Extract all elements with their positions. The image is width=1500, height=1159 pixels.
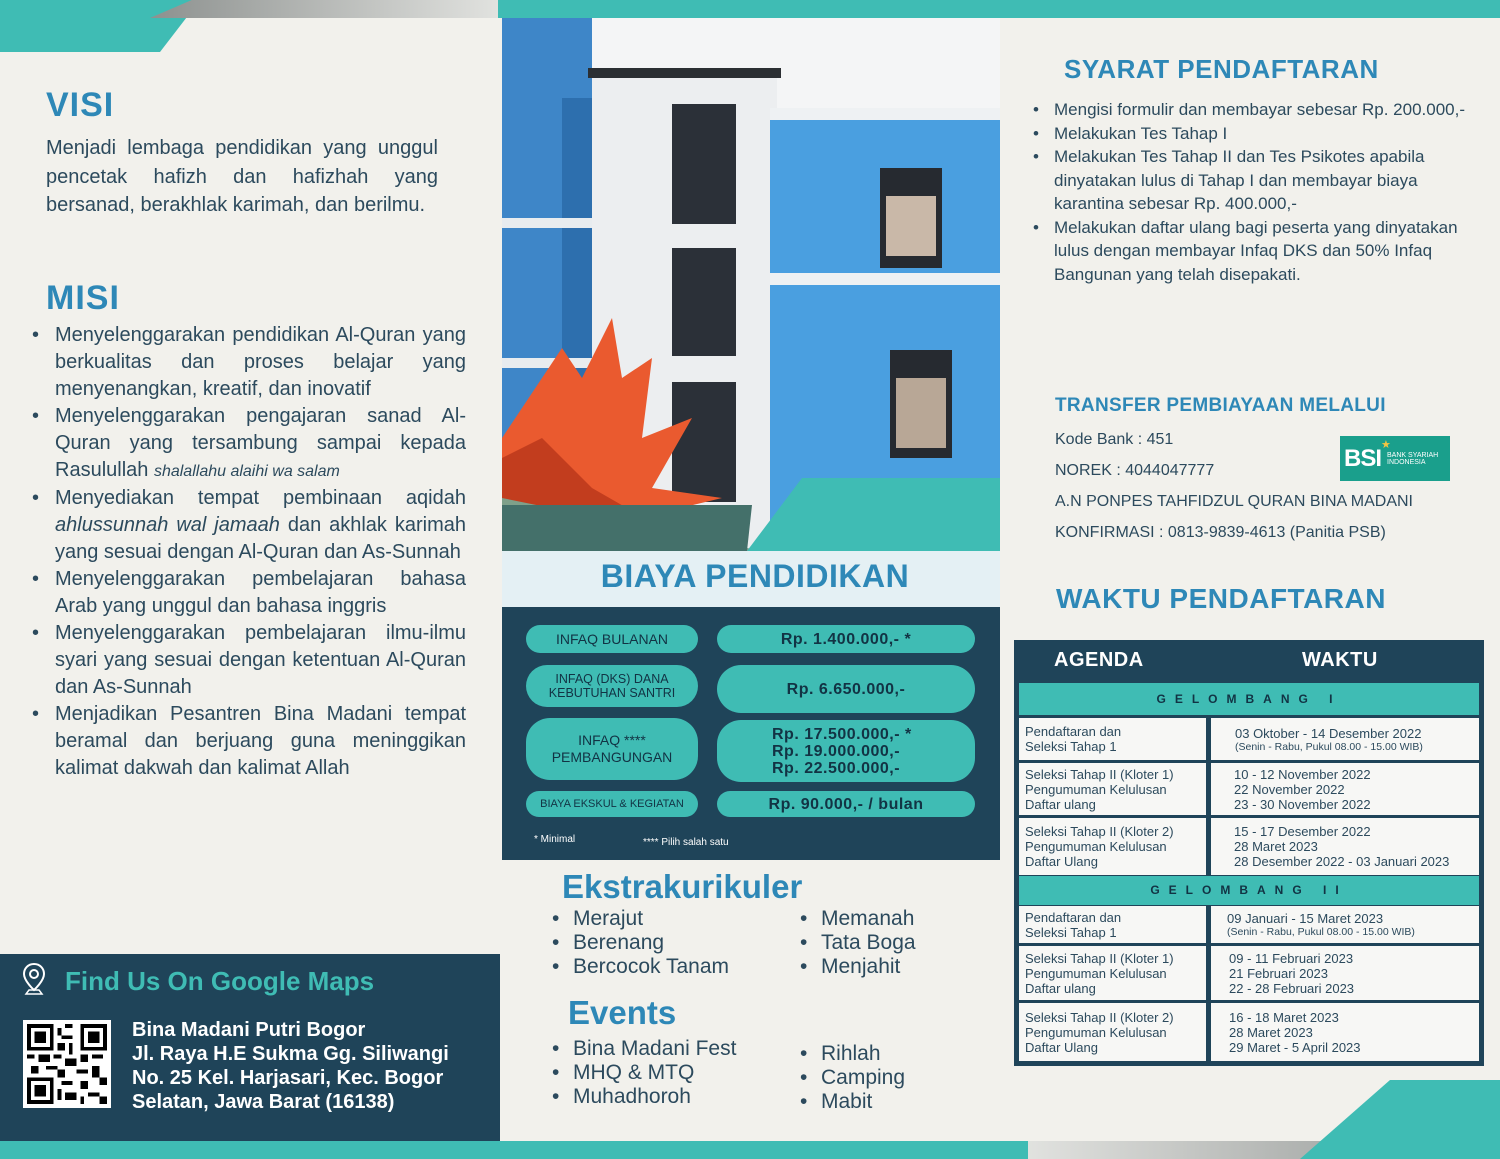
list-item: • Berenang [550,931,729,955]
list-item: • Camping [798,1066,905,1090]
misi-item: • Menyelenggarakan pembelajaran ilmu-ilmu syari yang sesuai dengan ketentuan Al-Quran dan As-Sunnah [30,620,466,701]
events-title: Events [568,994,677,1031]
biaya-label-ekskul: BIAYA EKSKUL & KEGIATAN [526,791,698,817]
misi-item: • Menyediakan tempat pembinaan aqidah ahlussunnah wal jamaah dan akhlak karimah yang sesuai dengan Al-Quran dan As-Sunnah [30,485,466,566]
biaya-label-infaq-bulanan: INFAQ BULANAN [526,625,698,653]
list-item: • Menjahit [798,955,916,979]
biaya-value-dks: Rp. 6.650.000,- [717,665,975,713]
note-minimal: * Minimal [534,834,576,845]
syarat-list [1030,98,1480,286]
syarat-item: • Melakukan Tes Tahap II dan Tes Psikotes apabila dinyatakan lulus di Tahap I dan membayar biaya karantina sebesar Rp. 400.000,- [1030,145,1480,216]
syarat-title: SYARAT PENDAFTARAN [1064,54,1379,84]
col-waktu: WAKTU [1302,649,1378,671]
table-row-waktu: 15 - 17 Desember 2022 28 Maret 2023 28 Desember 2022 - 03 Januari 2023 [1211,818,1479,875]
table-row-agenda: Seleksi Tahap II (Kloter 1) Pengumuman Kelulusan Daftar ulang [1019,946,1206,1000]
misi-title: MISI [46,279,120,317]
star-icon: ★ [1381,439,1391,451]
gelombang-1-header: GELOMBANG I [1019,683,1479,715]
table-row-waktu: 16 - 18 Maret 2023 28 Maret 2023 29 Maret - 5 April 2023 [1211,1003,1479,1061]
biaya-value-infaq-bulanan: Rp. 1.400.000,- * [717,625,975,653]
misi-list [30,322,466,782]
table-row-waktu: 09 Januari - 15 Maret 2023 (Senin - Rabu, Pukul 08.00 - 15.00 WIB) [1211,906,1479,943]
ekstra-title: Ekstrakurikuler [562,868,803,905]
misi-item: • Menyelenggarakan pengajaran sanad Al-Quran yang tersambung sampai kepada Rasulullah shalallahu alaihi wa salam [30,403,466,485]
table-row-agenda: Seleksi Tahap II (Kloter 2) Pengumuman Kelulusan Daftar Ulang [1019,1003,1206,1061]
misi-item: • Menjadikan Pesantren Bina Madani tempat beramal dan berjuang guna meninggikan kalimat dakwah dan kalimat Allah [30,701,466,782]
ekstra-list-2 [798,907,916,979]
misi-item: • Menyelenggarakan pendidikan Al-Quran yang berkualitas dan proses belajar yang menyenangkan, kreatif, dan inovatif [30,322,466,403]
decor-top-bar [498,0,1500,18]
visi-title: VISI [46,86,115,124]
list-item: • Bercocok Tanam [550,955,729,979]
maps-title: Find Us On Google Maps [65,966,375,996]
events-list-1 [550,1037,736,1109]
table-row-agenda: Seleksi Tahap II (Kloter 1) Pengumuman Kelulusan Daftar ulang [1019,763,1206,815]
events-list-2 [798,1042,905,1114]
biaya-label-pembangunan: INFAQ **** PEMBANGUNGAN [526,718,698,780]
atas-nama: A.N PONPES TAHFIDZUL QURAN BINA MADANI [1055,493,1413,510]
biaya-label-dks: INFAQ (DKS) DANA KEBUTUHAN SANTRI [526,665,698,707]
table-row-agenda: Seleksi Tahap II (Kloter 2) Pengumuman Kelulusan Daftar Ulang [1019,818,1206,875]
table-row-agenda: Pendaftaran dan Seleksi Tahap 1 [1019,718,1206,760]
table-row-agenda: Pendaftaran dan Seleksi Tahap 1 [1019,906,1206,943]
table-row-waktu: 03 Oktober - 14 Desember 2022 (Senin - Rabu, Pukul 08.00 - 15.00 WIB) [1211,718,1479,760]
konfirmasi: KONFIRMASI : 0813-9839-4613 (Panitia PSB) [1055,524,1386,541]
table-row-waktu: 10 - 12 November 2022 22 November 2022 23 - 30 November 2022 [1211,763,1479,815]
biaya-value-pembangunan: Rp. 17.500.000,- * Rp. 19.000.000,- Rp. 22.500.000,- [717,720,975,782]
biaya-value-ekskul: Rp. 90.000,- / bulan [717,791,975,817]
transfer-title: TRANSFER PEMBIAYAAN MELALUI [1055,395,1386,416]
decor-bottom-right [1300,1080,1500,1159]
kode-bank: Kode Bank : 451 [1055,431,1174,448]
norek: NOREK : 4044047777 [1055,462,1215,479]
building-photo [502,18,1000,551]
ekstra-list-1 [550,907,729,979]
biaya-title: BIAYA PENDIDIKAN [600,558,910,594]
list-item: • Bina Madani Fest [550,1037,736,1061]
list-item: • Tata Boga [798,931,916,955]
list-item: • Memanah [798,907,916,931]
qr-code[interactable] [23,1020,111,1108]
list-item: • MHQ & MTQ [550,1061,736,1085]
decor-top-gray [150,0,498,18]
syarat-item: • Melakukan Tes Tahap I [1030,122,1480,146]
decor-top-left [0,0,200,52]
list-item: • Muhadhoroh [550,1085,736,1109]
list-item: • Merajut [550,907,729,931]
location-pin-icon [22,962,46,998]
bsi-logo: BSI ★ BANK SYARIAH INDONESIA [1340,436,1450,481]
gelombang-2-header: GELOMBANG II [1019,876,1479,905]
syarat-item: • Melakukan daftar ulang bagi peserta yang dinyatakan lulus dengan membayar Infaq DKS dan 50% Infaq Bangunan yang telah disepakati. [1030,216,1480,287]
col-agenda: AGENDA [1054,649,1144,671]
visi-text: Menjadi lembaga pendidikan yang unggul pencetak hafizh dan hafizhah yang bersanad, berakhlak karimah, dan berilmu. [46,137,438,216]
note-pilih-salah-satu: **** Pilih salah satu [643,837,729,848]
table-row-waktu: 09 - 11 Februari 2023 21 Februari 2023 22 - 28 Februari 2023 [1211,946,1479,1000]
misi-item: • Menyelenggarakan pembelajaran bahasa Arab yang unggul dan bahasa inggris [30,566,466,620]
waktu-title: WAKTU PENDAFTARAN [1056,583,1386,614]
address: Bina Madani Putri Bogor Jl. Raya H.E Sukma Gg. Siliwangi No. 25 Kel. Harjasari, Kec. Bogor Selatan, Jawa Barat (16138) [132,1019,449,1113]
list-item: • Mabit [798,1090,905,1114]
syarat-item: • Mengisi formulir dan membayar sebesar Rp. 200.000,- [1030,98,1480,122]
list-item: • Rihlah [798,1042,905,1066]
